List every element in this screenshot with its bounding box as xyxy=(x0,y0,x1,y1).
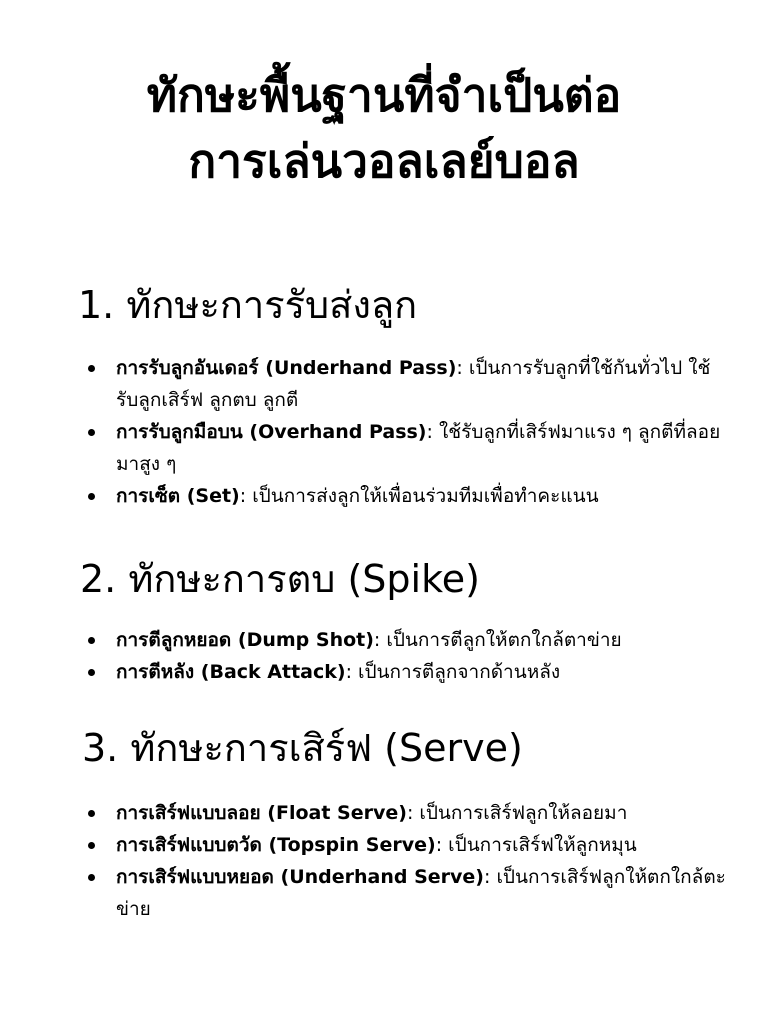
item-term: การเสิร์ฟแบบหยอด (Underhand Serve) xyxy=(116,866,484,888)
list-item xyxy=(88,861,728,925)
item-term: การเสิร์ฟแบบตวัด (Topspin Serve) xyxy=(116,834,436,856)
item-term: การเซ็ต (Set) xyxy=(116,485,240,507)
item-description: : เป็นการตีลูกให้ตกใกล้ตาข่าย xyxy=(373,629,622,651)
spike-skills-list xyxy=(88,624,728,688)
item-description: : ใช้รับลูกที่เสิร์ฟมาแรง ๆ ลูกตีที่ลอยมาสูง ๆ xyxy=(116,421,721,475)
item-description: : เป็นการตีลูกจากด้านหลัง xyxy=(345,661,561,683)
bullet-icon xyxy=(88,365,95,372)
item-description: : เป็นการรับลูกที่ใช้กันทั่วไป ใช้รับลูกเสิร์ฟ ลูกตบ ลูกตี xyxy=(116,357,711,411)
bullet-icon xyxy=(88,429,95,436)
section-heading-serve: 3. ทักษะการเสิร์ฟ (Serve) xyxy=(82,726,523,770)
list-item xyxy=(88,624,728,656)
bullet-icon xyxy=(88,493,95,500)
serve-skills-list xyxy=(88,797,728,925)
item-term: การตีหลัง (Back Attack) xyxy=(116,661,346,683)
list-item xyxy=(88,829,728,861)
item-description: : เป็นการส่งลูกให้เพื่อนร่วมทีมเพื่อทำคะแนน xyxy=(239,485,599,507)
item-description: : เป็นการเสิร์ฟลูกให้ลอยมา xyxy=(406,802,628,824)
bullet-icon xyxy=(88,810,95,817)
bullet-icon xyxy=(88,669,95,676)
list-item xyxy=(88,416,728,480)
list-item xyxy=(88,352,728,416)
section-heading-passing: 1. ทักษะการรับส่งลูก xyxy=(78,283,418,327)
list-item xyxy=(88,797,728,829)
item-term: การเสิร์ฟแบบลอย (Float Serve) xyxy=(116,802,407,824)
item-term: การตีลูกหยอด (Dump Shot) xyxy=(116,629,374,651)
title-line-2: การเล่นวอลเลย์บอล xyxy=(188,134,580,188)
bullet-icon xyxy=(88,842,95,849)
document-title xyxy=(0,62,768,194)
bullet-icon xyxy=(88,637,95,644)
title-line-1: ทักษะพื้นฐานที่จำเป็นต่อ xyxy=(146,68,622,122)
item-term: การรับลูกมือบน (Overhand Pass) xyxy=(116,421,427,443)
list-item xyxy=(88,656,728,688)
item-description: : เป็นการเสิร์ฟลูกให้ตกใกล้ตะข่าย xyxy=(116,866,726,920)
bullet-icon xyxy=(88,874,95,881)
item-description: : เป็นการเสิร์ฟให้ลูกหมุน xyxy=(435,834,637,856)
item-term: การรับลูกอันเดอร์ (Underhand Pass) xyxy=(116,357,457,379)
list-item xyxy=(88,480,728,512)
section-heading-spike: 2. ทักษะการตบ (Spike) xyxy=(80,557,480,601)
passing-skills-list xyxy=(88,352,728,512)
